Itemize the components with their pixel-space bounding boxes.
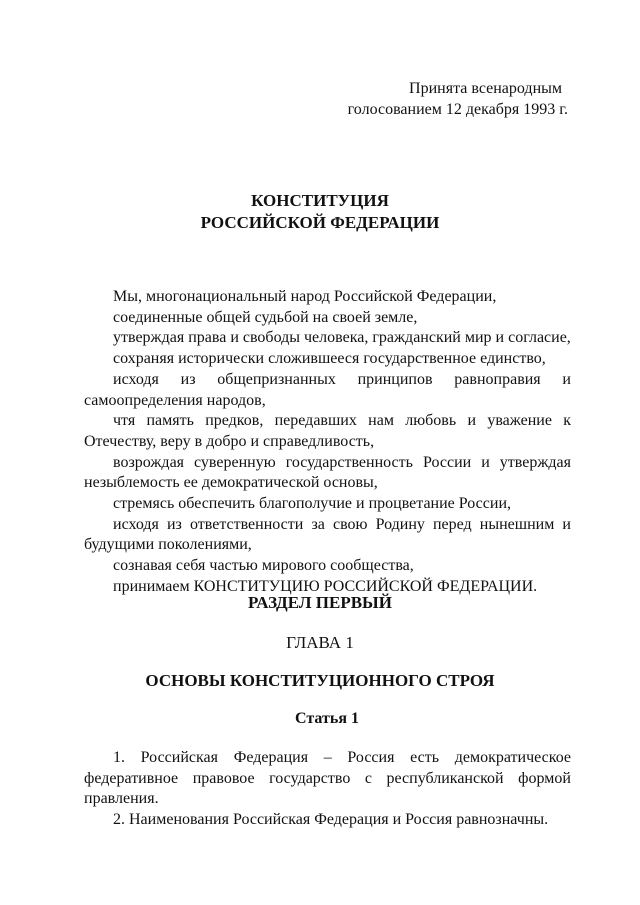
preamble-paragraph: исходя из общепризнанных принципов равноправия и самоопределения народов, xyxy=(84,370,571,409)
preamble-paragraph: утверждая права и свободы человека, гражданский мир и согласие, xyxy=(113,329,571,347)
document-title-line-2: РОССИЙСКОЙ ФЕДЕРАЦИИ xyxy=(200,213,440,232)
adoption-note-line-1: Принята всенародным xyxy=(409,80,562,97)
preamble-paragraph: исходя из ответственности за свою Родину перед нынешним и будущими поколениями, xyxy=(84,515,571,554)
preamble-paragraph: возрождая суверенную государственность России и утверждая незыблемость ее демократической основы, xyxy=(84,453,571,492)
adoption-note-line-2: голосованием 12 декабря 1993 г. xyxy=(347,101,568,118)
chapter-title: ОСНОВЫ КОНСТИТУЦИОННОГО СТРОЯ xyxy=(145,671,495,690)
section-heading: РАЗДЕЛ ПЕРВЫЙ xyxy=(248,593,392,612)
document-title xyxy=(0,190,640,234)
preamble-paragraph: принимаем КОНСТИТУЦИЮ РОССИЙСКОЙ ФЕДЕРАЦИИ. xyxy=(113,577,538,595)
document-title-line-1: КОНСТИТУЦИЯ xyxy=(251,191,389,210)
article-clause: 1. Российская Федерация – Россия есть демократическое федеративное правовое государство с республиканской формой правления. xyxy=(84,749,571,808)
preamble-paragraph: сохраняя исторически сложившееся государственное единство, xyxy=(113,350,546,368)
chapter-heading: ГЛАВА 1 xyxy=(286,633,354,652)
preamble-paragraph: сознавая себя частью мирового сообщества, xyxy=(113,557,414,575)
article-heading: Статья 1 xyxy=(295,710,359,727)
preamble-paragraph: чтя память предков, передавших нам любовь и уважение к Отечеству, веру в добро и справедливость, xyxy=(84,412,571,450)
article-clause: 2. Наименования Российская Федерация и Россия равнозначны. xyxy=(113,811,549,829)
article-body xyxy=(84,748,571,831)
preamble-paragraph: соединенные общей судьбой на своей земле, xyxy=(113,308,418,326)
adoption-note xyxy=(308,78,568,120)
preamble xyxy=(84,287,571,598)
preamble-paragraph: Мы, многонациональный народ Российской Федерации, xyxy=(113,288,497,305)
preamble-paragraph: стремясь обеспечить благополучие и процветание России, xyxy=(113,495,511,513)
